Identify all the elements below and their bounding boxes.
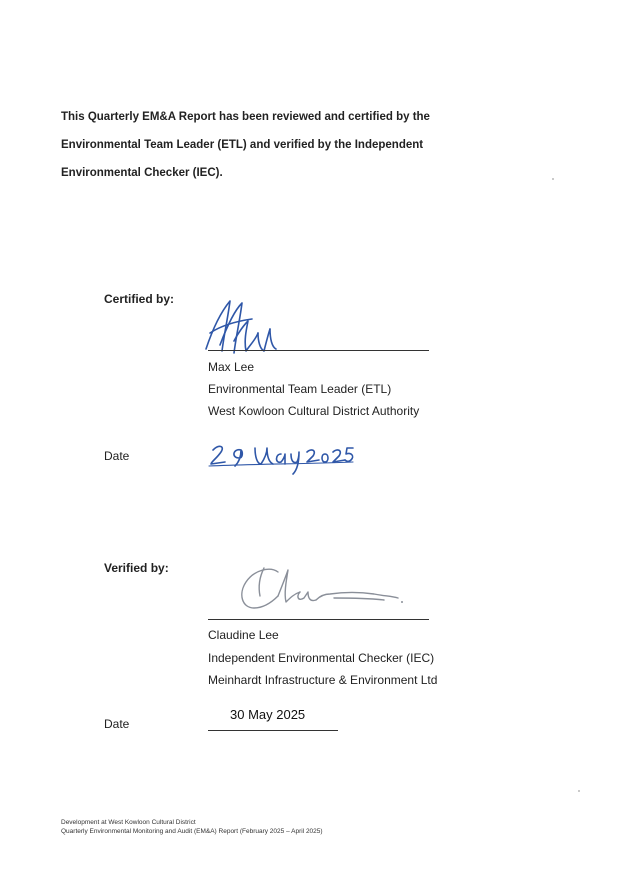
verified-date-line [208, 730, 338, 731]
verified-date-label: Date [104, 717, 130, 731]
iec-role: Independent Environmental Checker (IEC) [208, 651, 435, 665]
footer-report-title: Quarterly Environmental Monitoring and Audit (EM&A) Report (February 2025 – April 2025) [61, 828, 323, 835]
iec-signature-line [208, 619, 429, 620]
etl-name: Max Lee [208, 360, 255, 374]
etl-signature-line [208, 350, 429, 351]
etl-role: Environmental Team Leader (ETL) [208, 382, 392, 396]
iec-name: Claudine Lee [208, 628, 279, 642]
scan-speck [552, 178, 554, 180]
certified-date-label: Date [104, 449, 130, 463]
scan-speck [578, 790, 580, 792]
verified-by-label: Verified by: [104, 561, 169, 575]
statement-line-3: Environmental Checker (IEC). [61, 167, 223, 179]
iec-organization: Meinhardt Infrastructure & Environment Ltd [208, 673, 438, 687]
etl-signature [200, 295, 290, 357]
document-footer [61, 818, 323, 836]
certification-statement [61, 103, 541, 187]
certified-by-label: Certified by: [104, 292, 175, 306]
handwritten-date [205, 438, 355, 476]
etl-organization: West Kowloon Cultural District Authority [208, 404, 420, 418]
statement-line-1: This Quarterly EM&A Report has been reviewed and certified by the [61, 111, 430, 123]
statement-line-2: Environmental Team Leader (ETL) and verified by the Independent [61, 139, 424, 151]
iec-signature [234, 562, 409, 614]
verified-date-value: 30 May 2025 [230, 707, 306, 722]
footer-project: Development at West Kowloon Cultural District [61, 819, 196, 826]
